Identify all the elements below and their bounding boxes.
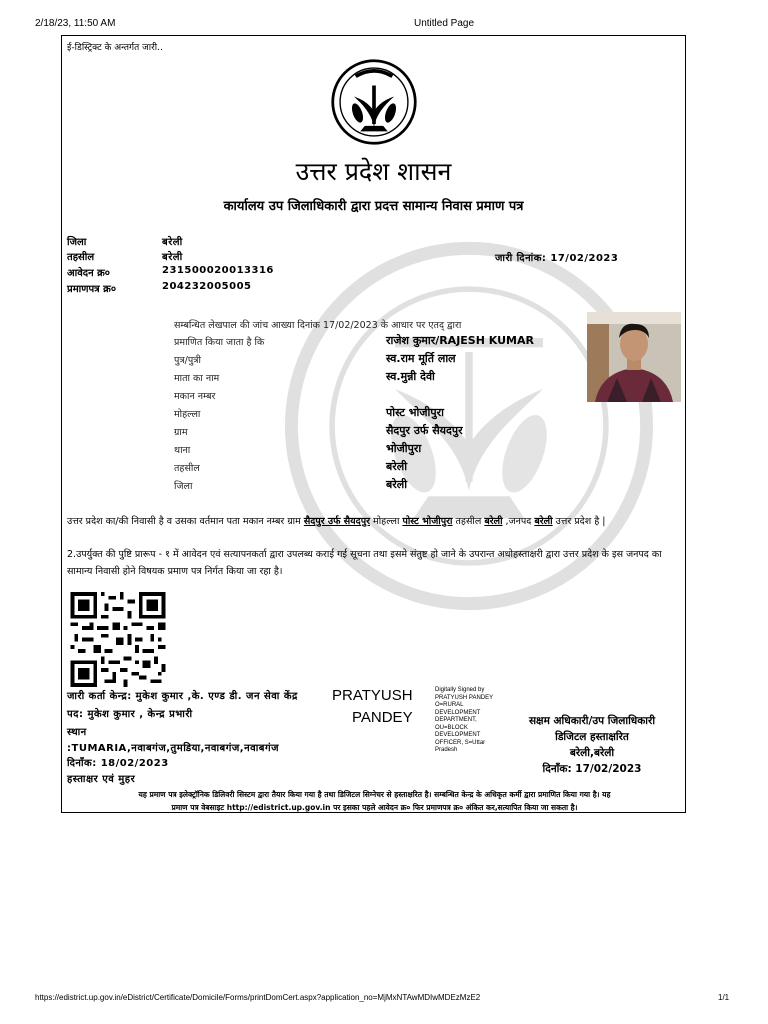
application-no-value: 231500020013316: [162, 265, 274, 276]
up-emblem-logo: [328, 58, 420, 146]
father-label: पुत्र/पुत्री: [174, 355, 201, 366]
district2-value: बरेली: [386, 478, 408, 491]
application-no-label: आवेदन क्र०: [67, 268, 111, 279]
authority-block: [507, 713, 677, 777]
tehsil-label: तहसील: [67, 252, 95, 263]
sign-seal-label: हस्ताक्षर एवं मुहर: [67, 774, 136, 785]
certificate-subtitle: कार्यालय उप जिलाधिकारी द्वारा प्रदत्त सामान्य निवास प्रमाण पत्र: [223, 199, 524, 214]
village-value: सैदपुर उर्फ सैयदपुर: [386, 424, 463, 437]
residence-paragraph: उत्तर प्रदेश का/की निवासी है व उसका वर्तमान पता मकान नम्बर ग्राम सैदपुर उर्फ सैयदपुर मोहल्ला पोस्ट भोजीपुरा तहसील बरेली ,जनपद बरेली उत्तर प्रदेश है |: [67, 516, 606, 527]
district-value: बरेली: [162, 237, 183, 248]
tehsil2-value: बरेली: [386, 460, 408, 473]
certificate-no-label: प्रमाणपत्र क्र०: [67, 284, 117, 295]
print-page-number: 1/1: [718, 993, 730, 1002]
issuer-center: जारी कर्ता केन्द्र: मुकेश कुमार ,के. एण्ड डी. जन सेवा केंद्र: [67, 691, 298, 702]
signer-first-name: PRATYUSH: [332, 687, 413, 704]
issued-under-text: ई-डिस्ट्रिक्ट के अन्तर्गत जारी..: [67, 43, 163, 53]
issuer-post: पद: मुकेश कुमार , केन्द्र प्रभारी: [67, 709, 193, 720]
district2-label: जिला: [174, 481, 193, 492]
applicant-photo: [587, 312, 681, 402]
issue-date-left: दिनाँक: 18/02/2023: [67, 758, 169, 769]
village-label: ग्राम: [174, 427, 188, 438]
intro-line: सम्बन्धित लेखपाल की जांच आख्या दिनांक 17/02/2023 के आधार पर एतद् द्वारा: [174, 320, 462, 331]
mohalla-label: मोहल्ला: [174, 409, 201, 420]
digitally-signed-label: डिजिटल हस्ताक्षरित: [555, 731, 629, 743]
thana-label: थाना: [174, 445, 191, 456]
father-value: स्व.राम मूर्ति लाल: [386, 352, 456, 365]
issue-date: जारी दिनांक: 17/02/2023: [495, 253, 619, 264]
tehsil-value: बरेली: [162, 252, 183, 263]
certified-label: प्रमाणित किया जाता है कि: [174, 337, 265, 348]
mohalla-value: पोस्ट भोजीपुरा: [386, 406, 444, 419]
thana-value: भोजीपुरा: [386, 442, 422, 455]
house-label: मकान नम्बर: [174, 391, 216, 402]
place-value: :TUMARIA,नवाबगंज,तुमडिया,नवाबगंज,नवाबगंज: [67, 743, 280, 754]
certificate-no-value: 204232005005: [162, 281, 252, 292]
applicant-name: राजेश कुमार/RAJESH KUMAR: [386, 334, 534, 347]
certificate-title: उत्तर प्रदेश शासन: [295, 157, 452, 186]
place-label: स्थान: [67, 727, 87, 738]
authority-place: बरेली,बरेली: [569, 747, 615, 759]
mother-value: स्व.मुन्नी देवी: [386, 370, 435, 383]
domicile-certificate: [61, 35, 686, 813]
mother-label: माता का नाम: [174, 373, 220, 384]
tehsil2-label: तहसील: [174, 463, 200, 474]
digital-signature-details: Digitally Signed by PRATYUSH PANDEY O=RURAL DEVELOPMENT DEPARTMENT, OU=BLOCK DEVELOPMENT OFFICER, S=Uttar Pradesh: [435, 687, 494, 753]
signer-last-name: PANDEY: [352, 709, 413, 726]
authority-date: दिनाँक: 17/02/2023: [542, 763, 642, 775]
district-label: जिला: [67, 237, 87, 248]
print-page-title: Untitled Page: [414, 18, 475, 29]
print-url: https://edistrict.up.gov.in/eDistrict/Certificate/Domicile/Forms/printDomCert.aspx?application_no=MjMxNTAwMDIwMDEzMzE2: [35, 993, 481, 1002]
verification-paragraph: 2.उपर्युक्त की पुष्टि प्रारूप - १ में आवेदन एवं सत्यापनकर्ता द्वारा उपलब्ध कराई गई सूचना तथा इसमे संतुष्ट हो जाने के उपरान्त अधोहस्ताक्षरी द्वारा उत्तर प्रदेश के इस जनपद का सामान्य निवासी होने विषयक प्रमाण पत्र निर्गत किया जा रहा है।: [67, 549, 662, 577]
qr-code: [68, 592, 168, 687]
certificate-note: यह प्रमाण पत्र इलेक्ट्रॉनिक डिलिवरी सिस्टम द्वारा तैयार किया गया है तथा डिजिटल सिग्नेचर से हस्ताक्षरित है। सम्बन्धित केन्द्र के अधिकृत कर्मी द्वारा प्रमाणित किया गया है। यह प्रमाण पत्र वेबसाइट http://edistrict.up.gov.in पर इसका पहले आवेदन क्र० फिर प्रमाणपत्र क्र० अंकित कर,सत्यापित किया जा सकता है।: [138, 790, 611, 812]
authority-title: सक्षम अधिकारी/उप जिलाधिकारी: [528, 715, 656, 727]
print-datetime: 2/18/23, 11:50 AM: [35, 18, 116, 29]
